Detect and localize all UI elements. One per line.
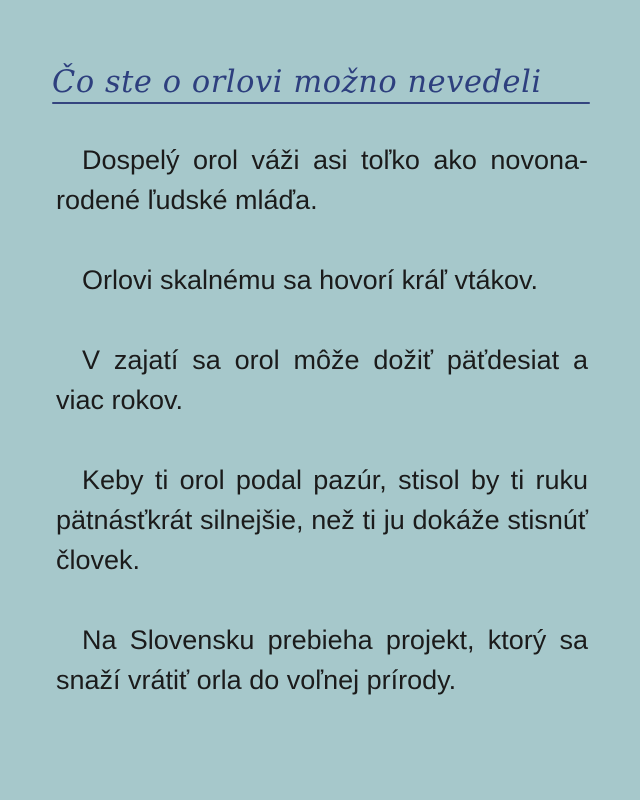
fact-paragraph: Keby ti orol podal pazúr, stisol by ti ruku pätnásťkrát silnejšie, než ti ju dokáže stisnúť človek. bbox=[56, 465, 588, 575]
section-heading bbox=[52, 62, 592, 112]
fact-paragraph: Dospelý orol váži asi toľko ako novonarodené ľudské mláďa. bbox=[56, 145, 588, 215]
fact-paragraph: Orlovi skalnému sa hovorí kráľ vtákov. bbox=[82, 265, 539, 295]
heading-title: Čo ste o orlovi možno nevedeli bbox=[52, 64, 542, 100]
fact-paragraph: V zajatí sa orol môže dožiť päťdesiat a viac rokov. bbox=[56, 345, 588, 415]
facts-list bbox=[56, 140, 588, 700]
heading-underline bbox=[52, 102, 590, 104]
fact-paragraph: Na Slovensku prebieha projekt, ktorý sa snaží vrátiť orla do voľnej prírody. bbox=[56, 625, 588, 695]
